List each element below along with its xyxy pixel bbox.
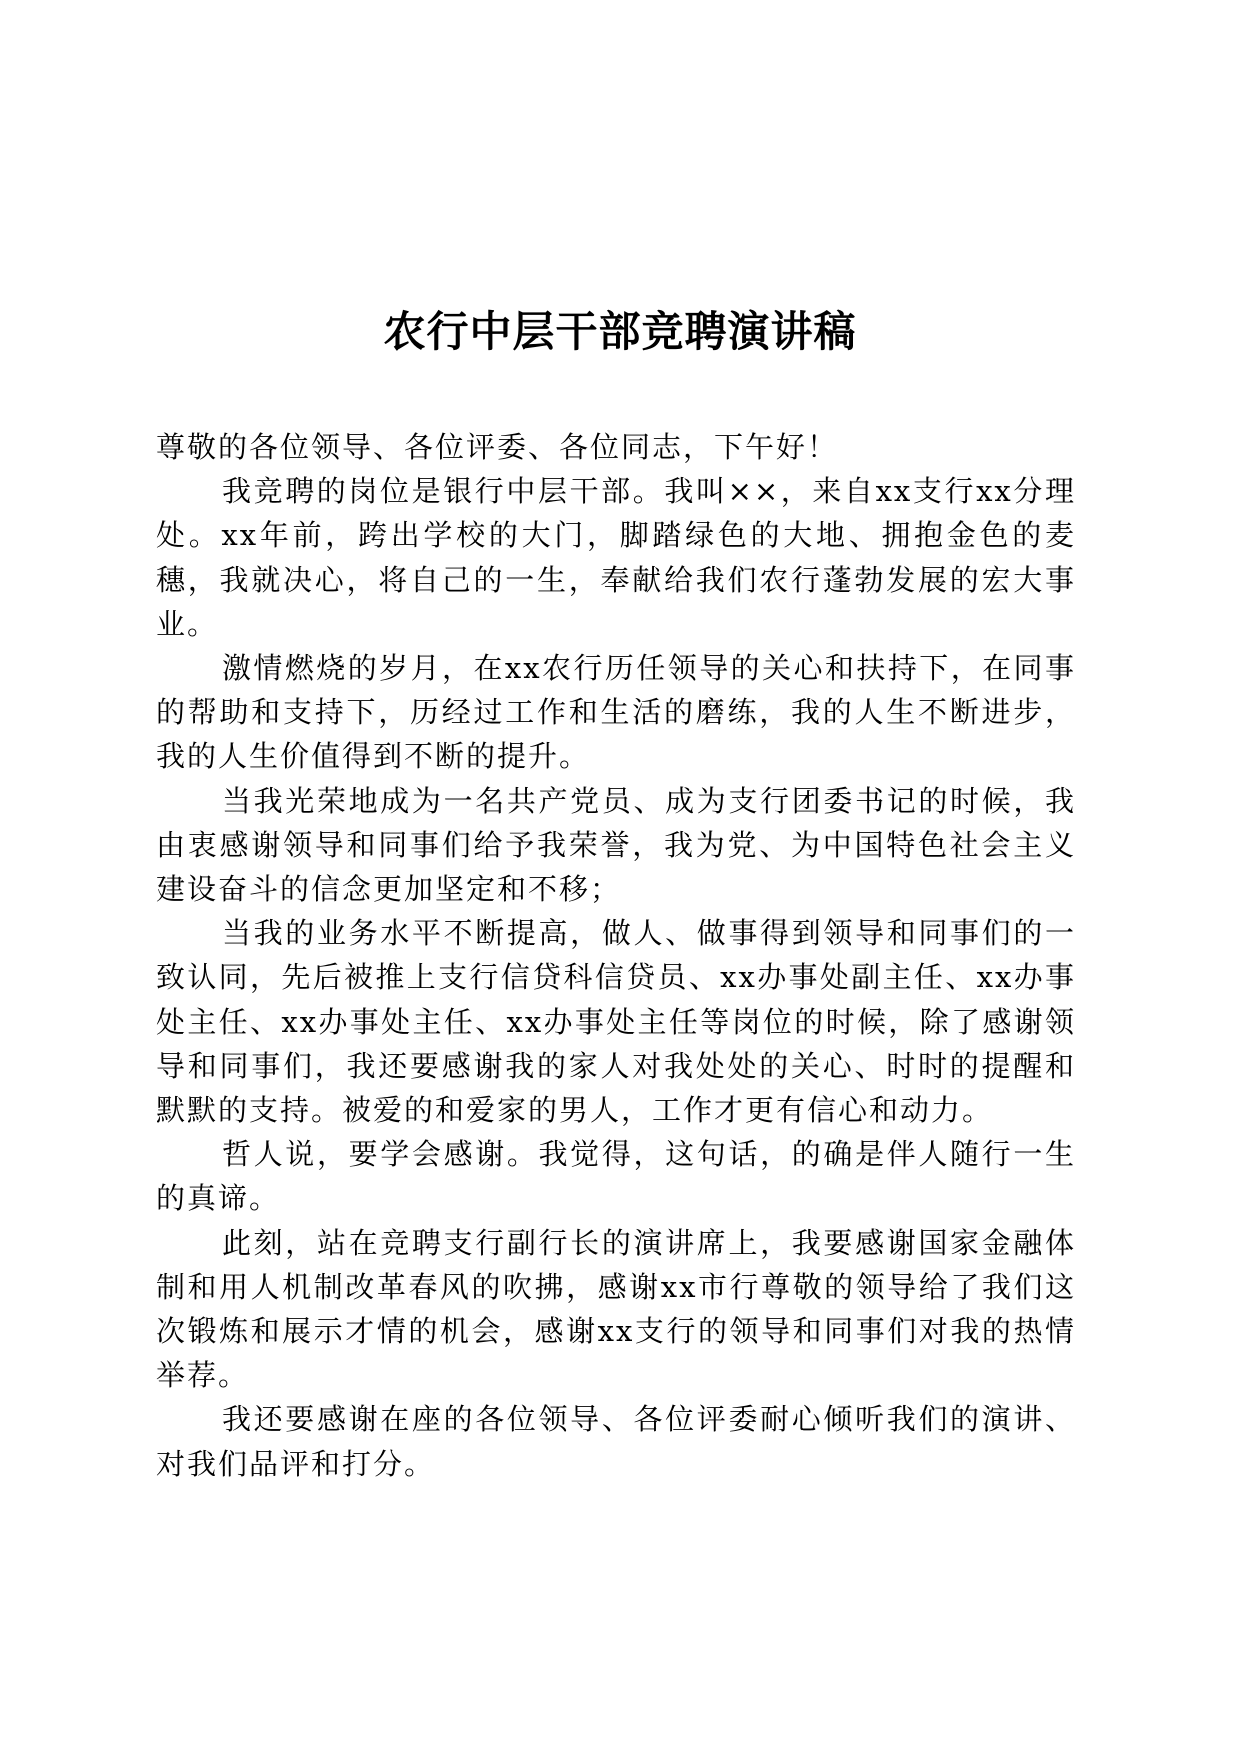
document-title: 农行中层干部竞聘演讲稿 <box>383 307 857 356</box>
paragraph: 当我光荣地成为一名共产党员、成为支行团委书记的时候，我由衷感谢领导和同事们给予我荣誉，我为党、为中国特色社会主义建设奋斗的信念更加坚定和不移； <box>156 783 1076 907</box>
document-body <box>156 425 1076 1486</box>
paragraph: 当我的业务水平不断提高，做人、做事得到领导和同事们的一致认同，先后被推上支行信贷科信贷员、xx办事处副主任、xx办事处主任、xx办事处主任、xx办事处主任等岗位的时候，除了感谢领导和同事们，我还要感谢我的家人对我处处的关心、时时的提醒和默默的支持。被爱的和爱家的男人，工作才更有信心和动力。 <box>156 916 1076 1128</box>
greeting-line: 尊敬的各位领导、各位评委、各位同志，下午好！ <box>156 430 839 464</box>
paragraph: 我竞聘的岗位是银行中层干部。我叫××，来自xx支行xx分理处。xx年前，跨出学校的大门，脚踏绿色的大地、拥抱金色的麦穗，我就决心，将自己的一生，奉献给我们农行蓬勃发展的宏大事业。 <box>156 474 1076 641</box>
paragraph: 哲人说，要学会感谢。我觉得，这句话，的确是伴人随行一生的真谛。 <box>156 1137 1076 1216</box>
paragraph: 激情燃烧的岁月，在xx农行历任领导的关心和扶持下，在同事的帮助和支持下，历经过工作和生活的磨练，我的人生不断进步，我的人生价值得到不断的提升。 <box>156 651 1076 774</box>
paragraph: 我还要感谢在座的各位领导、各位评委耐心倾听我们的演讲、对我们品评和打分。 <box>156 1402 1076 1481</box>
paragraph: 此刻，站在竞聘支行副行长的演讲席上，我要感谢国家金融体制和用人机制改革春风的吹拂，感谢xx市行尊敬的领导给了我们这次锻炼和展示才情的机会，感谢xx支行的领导和同事们对我的热情举荐。 <box>156 1225 1076 1393</box>
